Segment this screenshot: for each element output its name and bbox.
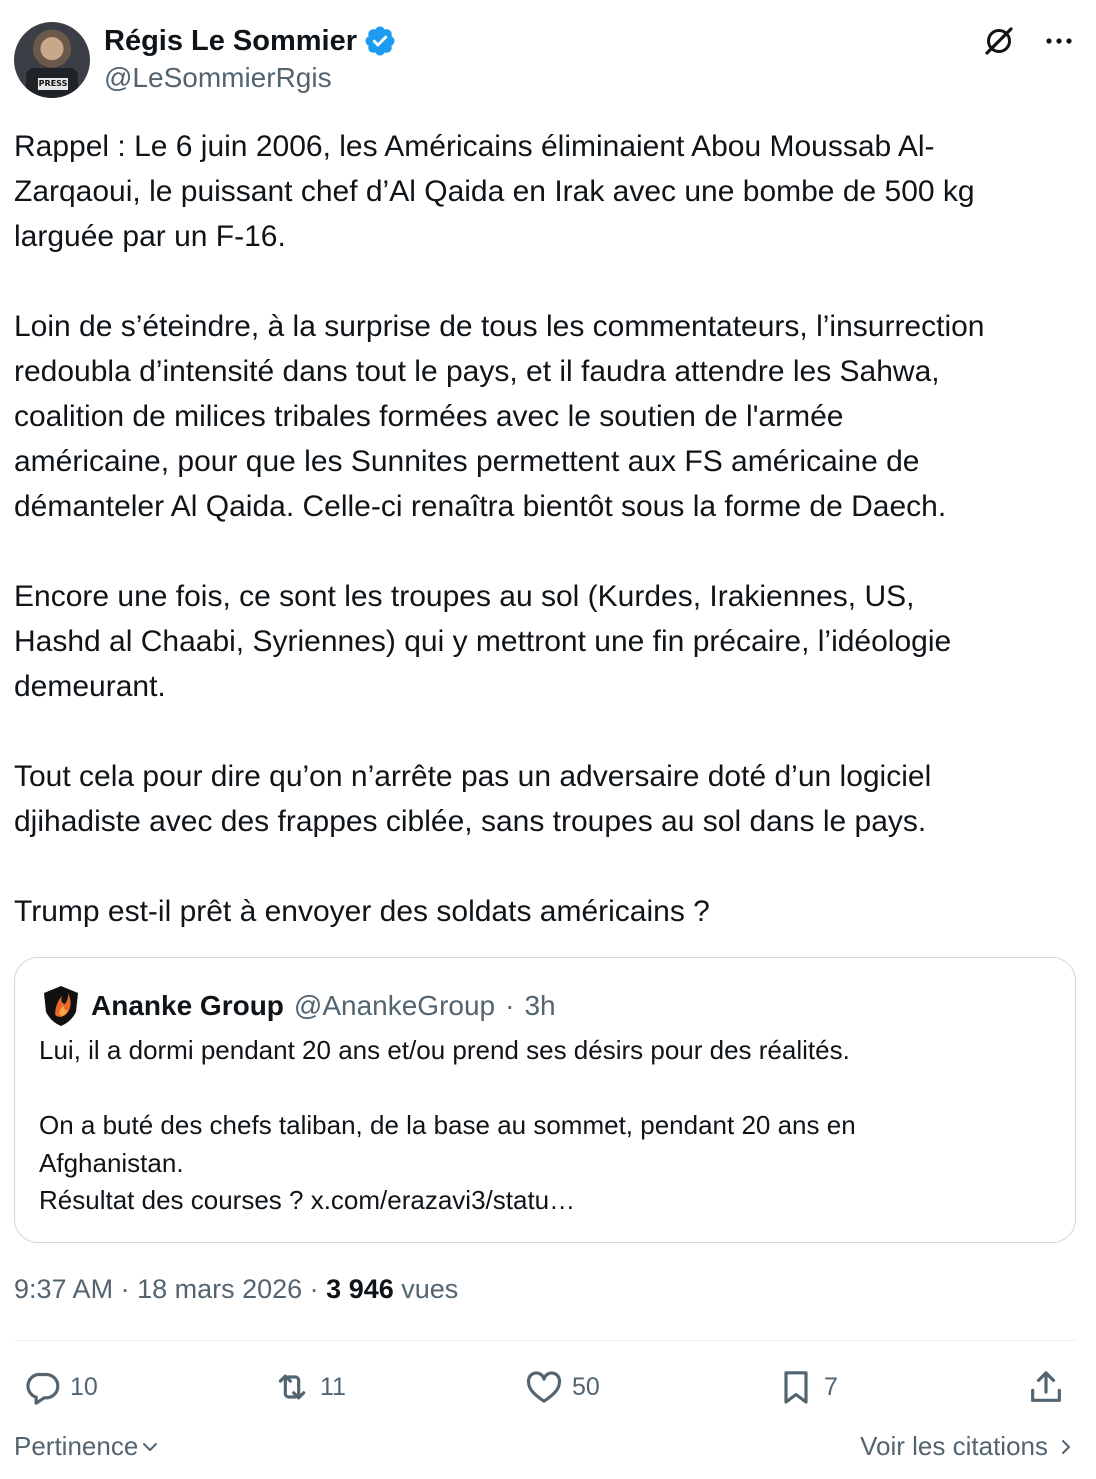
avatar-press-badge: PRESS (38, 79, 68, 88)
verified-badge-icon (363, 24, 397, 58)
share-icon (1026, 1367, 1066, 1407)
like-icon (524, 1367, 564, 1407)
more-options-icon[interactable] (1042, 24, 1076, 58)
ananke-logo-icon (41, 984, 81, 1028)
like-button[interactable] (524, 1360, 600, 1414)
action-bar (14, 1360, 1076, 1414)
quoted-tweet[interactable] (14, 957, 1076, 1243)
avatar[interactable] (14, 22, 90, 98)
replies-footer (14, 1427, 1076, 1467)
tweet-meta (14, 1274, 458, 1305)
tweet-date[interactable]: 18 mars 2026 (137, 1274, 303, 1304)
view-quotes-label: Voir les citations (860, 1431, 1048, 1461)
reply-button[interactable] (22, 1360, 98, 1414)
retweet-button[interactable] (272, 1360, 346, 1414)
quoted-author-handle: @AnankeGroup (293, 990, 496, 1021)
bookmark-count: 7 (824, 1372, 838, 1401)
reply-icon (22, 1367, 62, 1407)
bookmark-button[interactable] (776, 1360, 838, 1414)
tweet-header (14, 22, 1076, 102)
sort-label: Pertinence (14, 1431, 139, 1461)
reply-count: 10 (70, 1372, 98, 1401)
views-count: 3 946 (326, 1274, 394, 1304)
meta-separator: · (113, 1274, 138, 1304)
share-button[interactable] (1026, 1360, 1066, 1414)
view-quotes-link[interactable] (860, 1431, 1076, 1462)
retweet-count: 11 (320, 1372, 346, 1401)
author-name[interactable]: Régis Le Sommier (104, 24, 358, 57)
grok-icon[interactable] (982, 24, 1016, 58)
author-name-row (104, 24, 397, 58)
chevron-down-icon (140, 1437, 160, 1457)
divider (14, 1340, 1076, 1341)
quoted-timestamp: 3h (524, 990, 556, 1021)
quoted-tweet-text: Lui, il a dormi pendant 20 ans et/ou prend ses désirs pour des réalités. On a buté des chefs taliban, de la base au sommet, pendant 20 ans en Afghanistan. Résultat des courses ? x.com/erazavi3/statu… (39, 1035, 856, 1215)
chevron-right-icon (1056, 1437, 1076, 1457)
author-handle[interactable]: @LeSommierRgis (104, 62, 332, 93)
tweet-time[interactable]: 9:37 AM (14, 1274, 114, 1304)
views-label: vues (393, 1274, 459, 1304)
header-actions (982, 24, 1076, 58)
meta-separator: · (302, 1274, 327, 1304)
quoted-separator: · (505, 990, 515, 1021)
quoted-author-name: Ananke Group (91, 990, 284, 1021)
bookmark-icon (776, 1367, 816, 1407)
like-count: 50 (572, 1372, 600, 1401)
sort-dropdown[interactable] (14, 1431, 160, 1462)
retweet-icon (272, 1367, 312, 1407)
tweet-text: Rappel : Le 6 juin 2006, les Américains éliminaient Abou Moussab Al- Zarqaoui, le puissant chef d’Al Qaida en Irak avec une bombe de 500 kg larguée par un F-16. Loin de s’éteindre, à la surprise de tous les commentateurs, l’insurrection redoubla d’intensité dans tout le pays, et il faudra attendre les Sahwa, coalition de milices tribales formées avec le soutien de l'armée américaine, pour que les Sunnites permettent aux FS américaine de démanteler Al Qaida. Celle-ci renaîtra bientôt sous la forme de Daech. Encore une fois, ce sont les troupes au sol (Kurdes, Irakiennes, US, Hashd al Chaabi, Syriennes) qui y mettront une fin précaire, l’idéologie demeurant. Tout cela pour dire qu’on n’arrête pas un adversaire doté d’un logiciel djihadiste avec des frappes ciblée, sans troupes au sol dans le pays. Trump est-il prêt à envoyer des soldats américains ? (14, 130, 985, 928)
quoted-tweet-header (41, 984, 556, 1028)
